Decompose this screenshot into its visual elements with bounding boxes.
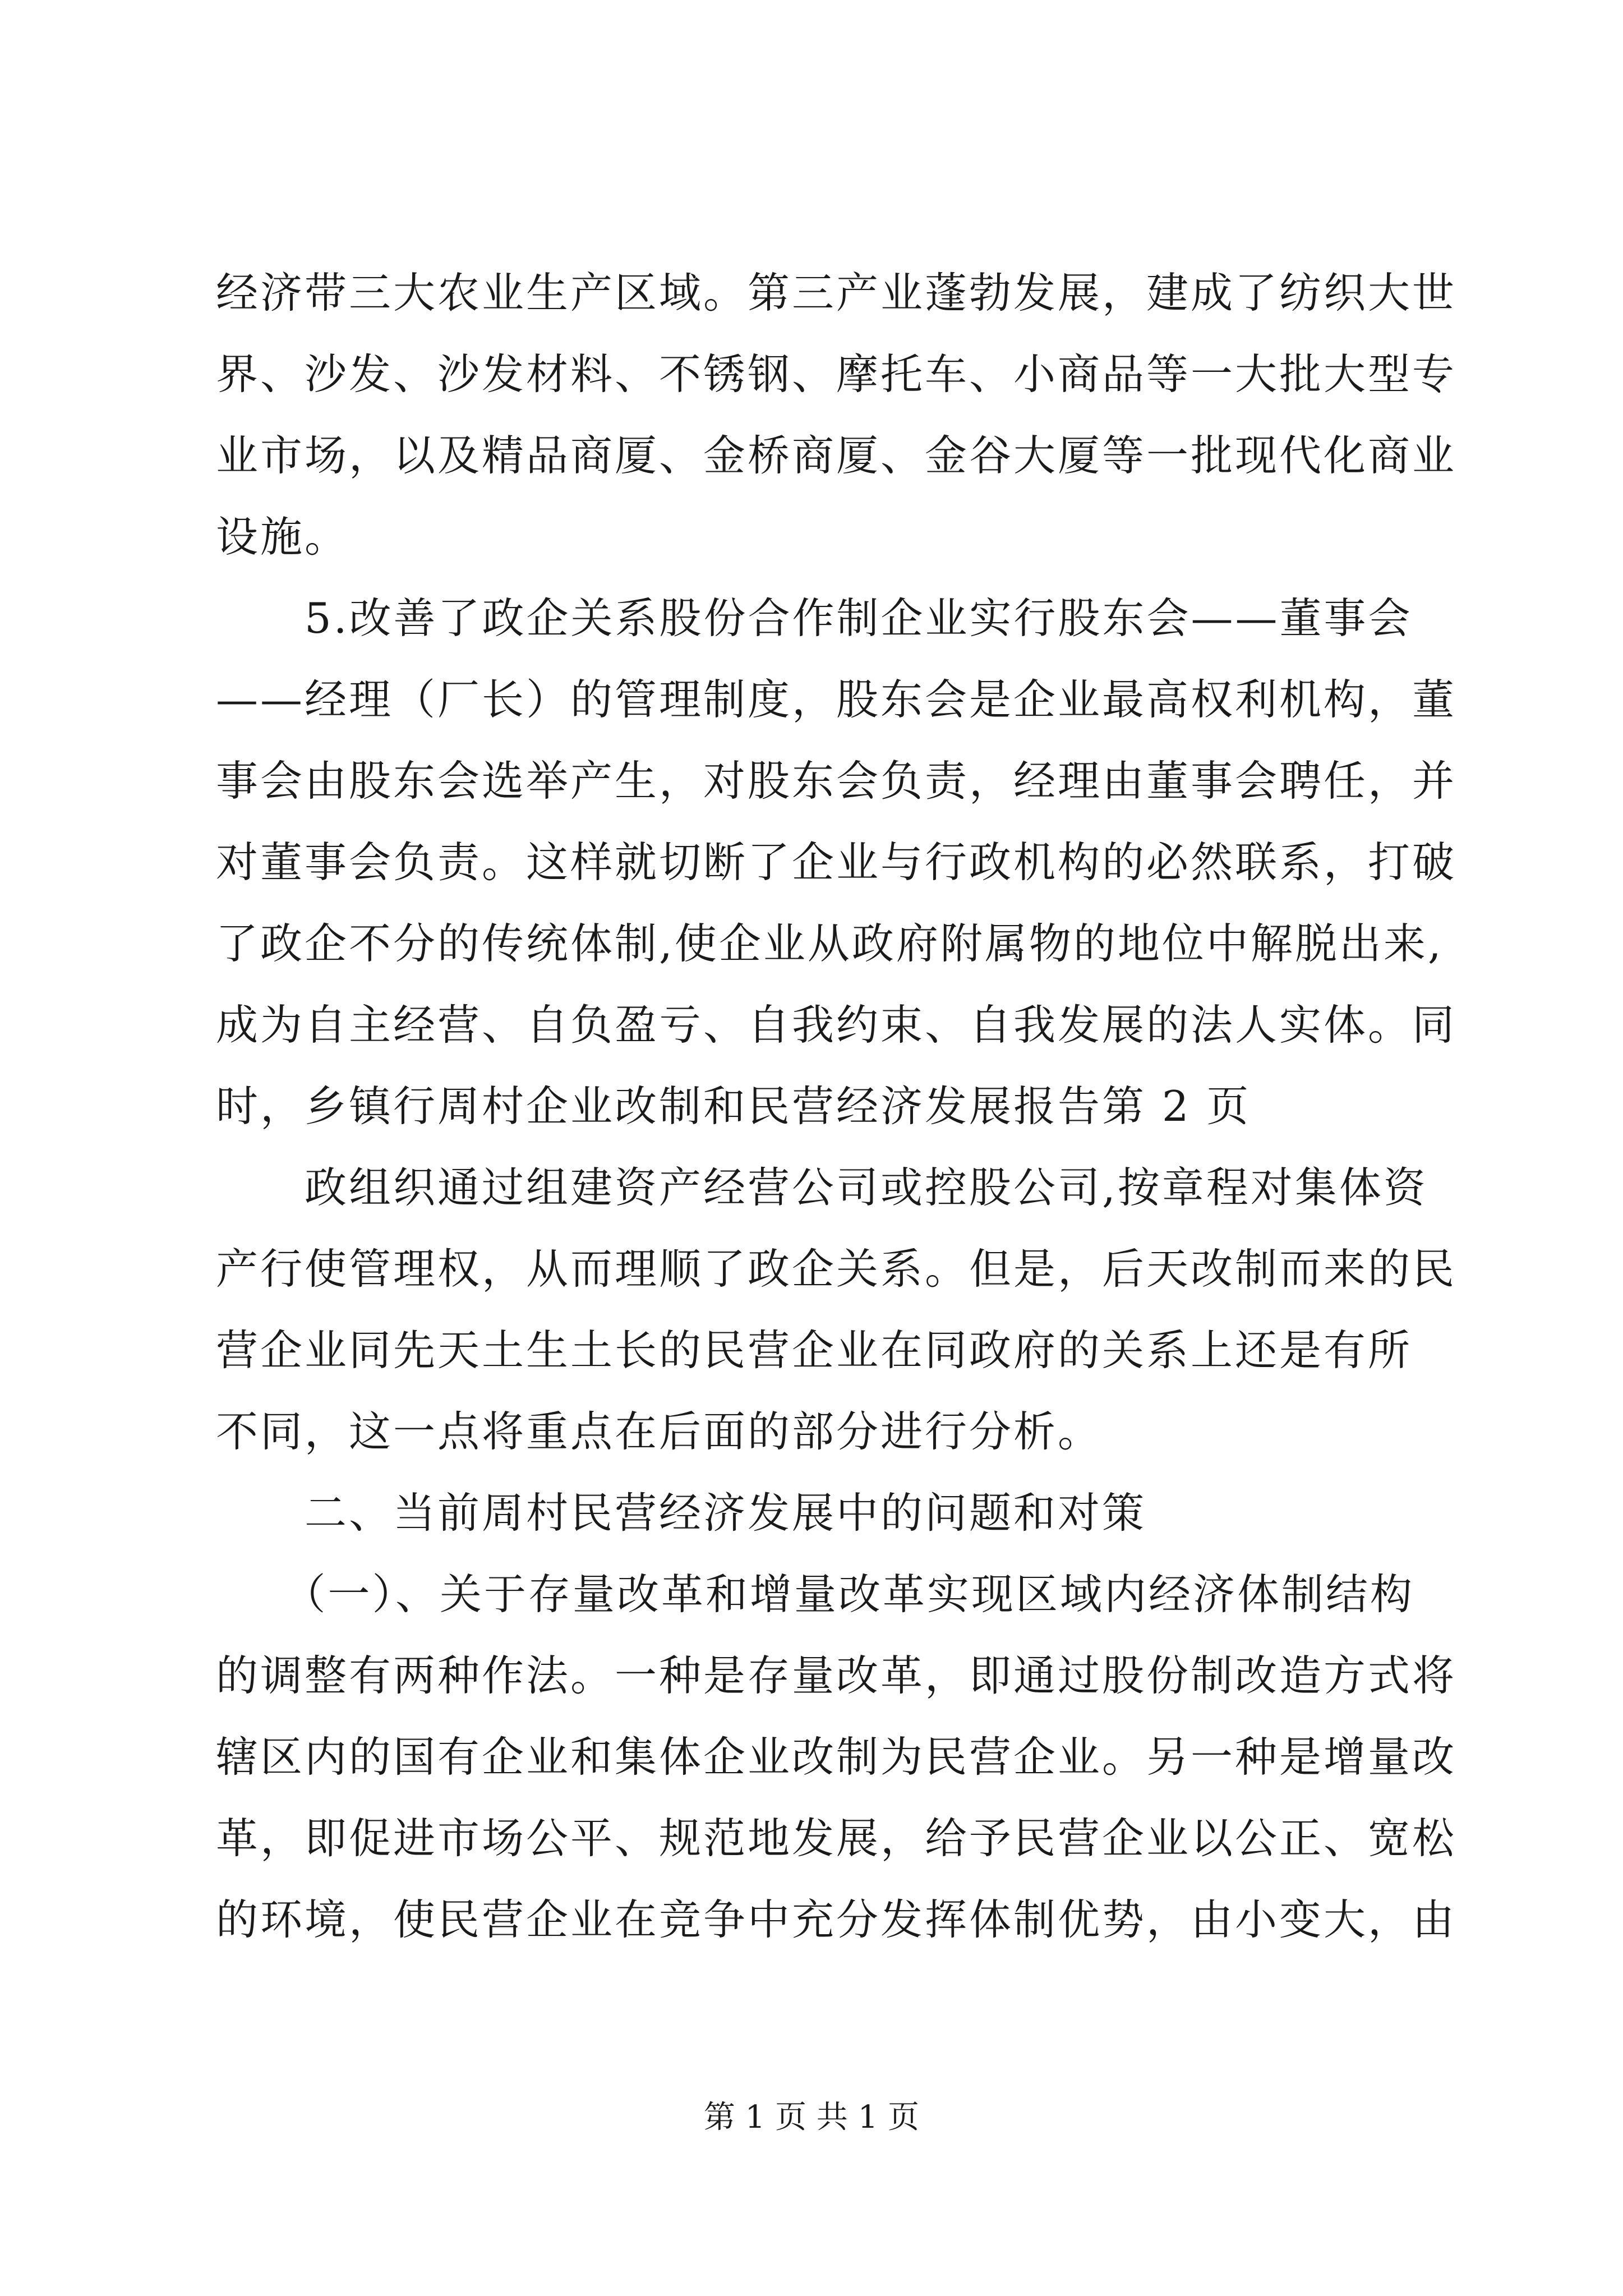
text-line: 营企业同先天土生土长的民营企业在同政府的关系上还是有所 bbox=[216, 1326, 1413, 1375]
text-line: 经济带三大农业生产区域。第三产业蓬勃发展，建成了纺织大世 bbox=[216, 268, 1457, 318]
text-line: 产行使管理权，从而理顺了政企关系。但是，后天改制而来的民 bbox=[216, 1244, 1457, 1294]
text-line: 了政企不分的传统体制,使企业从政府附属物的地位中解脱出来, bbox=[216, 919, 1444, 968]
text-line: 的调整有两种作法。一种是存量改革，即通过股份制改造方式将 bbox=[216, 1651, 1457, 1700]
page-footer: 第 1 页 共 1 页 bbox=[703, 2099, 920, 2136]
text-line: 成为自主经营、自负盈亏、自我约束、自我发展的法人实体。同 bbox=[216, 1000, 1457, 1050]
text-line: 时，乡镇行周村企业改制和民营经济发展报告第 2 页 bbox=[216, 1082, 1251, 1131]
document-body bbox=[216, 252, 1457, 1961]
text-line: ——经理（厂长）的管理制度，股东会是企业最高权利机构，董 bbox=[216, 675, 1457, 724]
text-line: 业市场，以及精品商厦、金桥商厦、金谷大厦等一批现代化商业 bbox=[216, 431, 1457, 480]
text-line: （一）、关于存量改革和增量改革实现区域内经济体制结构 bbox=[216, 1570, 1415, 1619]
text-line: 5.改善了政企关系股份合作制企业实行股东会——董事会 bbox=[216, 593, 1413, 643]
text-line: 政组织通过组建资产经营公司或控股公司,按章程对集体资 bbox=[216, 1163, 1428, 1212]
section-heading: 二、当前周村民营经济发展中的问题和对策 bbox=[216, 1488, 1147, 1538]
text-line: 不同，这一点将重点在后面的部分进行分析。 bbox=[216, 1407, 1103, 1456]
text-line: 事会由股东会选举产生，对股东会负责，经理由董事会聘任，并 bbox=[216, 756, 1457, 806]
text-line: 的环境，使民营企业在竞争中充分发挥体制优势，由小变大，由 bbox=[216, 1895, 1457, 1944]
text-line: 革，即促进市场公平、规范地发展，给予民营企业以公正、宽松 bbox=[216, 1814, 1457, 1863]
text-line: 设施。 bbox=[216, 512, 349, 562]
text-line: 对董事会负责。这样就切断了企业与行政机构的必然联系，打破 bbox=[216, 838, 1457, 887]
text-line: 界、沙发、沙发材料、不锈钢、摩托车、小商品等一大批大型专 bbox=[216, 349, 1457, 399]
text-line: 辖区内的国有企业和集体企业改制为民营企业。另一种是增量改 bbox=[216, 1732, 1457, 1782]
